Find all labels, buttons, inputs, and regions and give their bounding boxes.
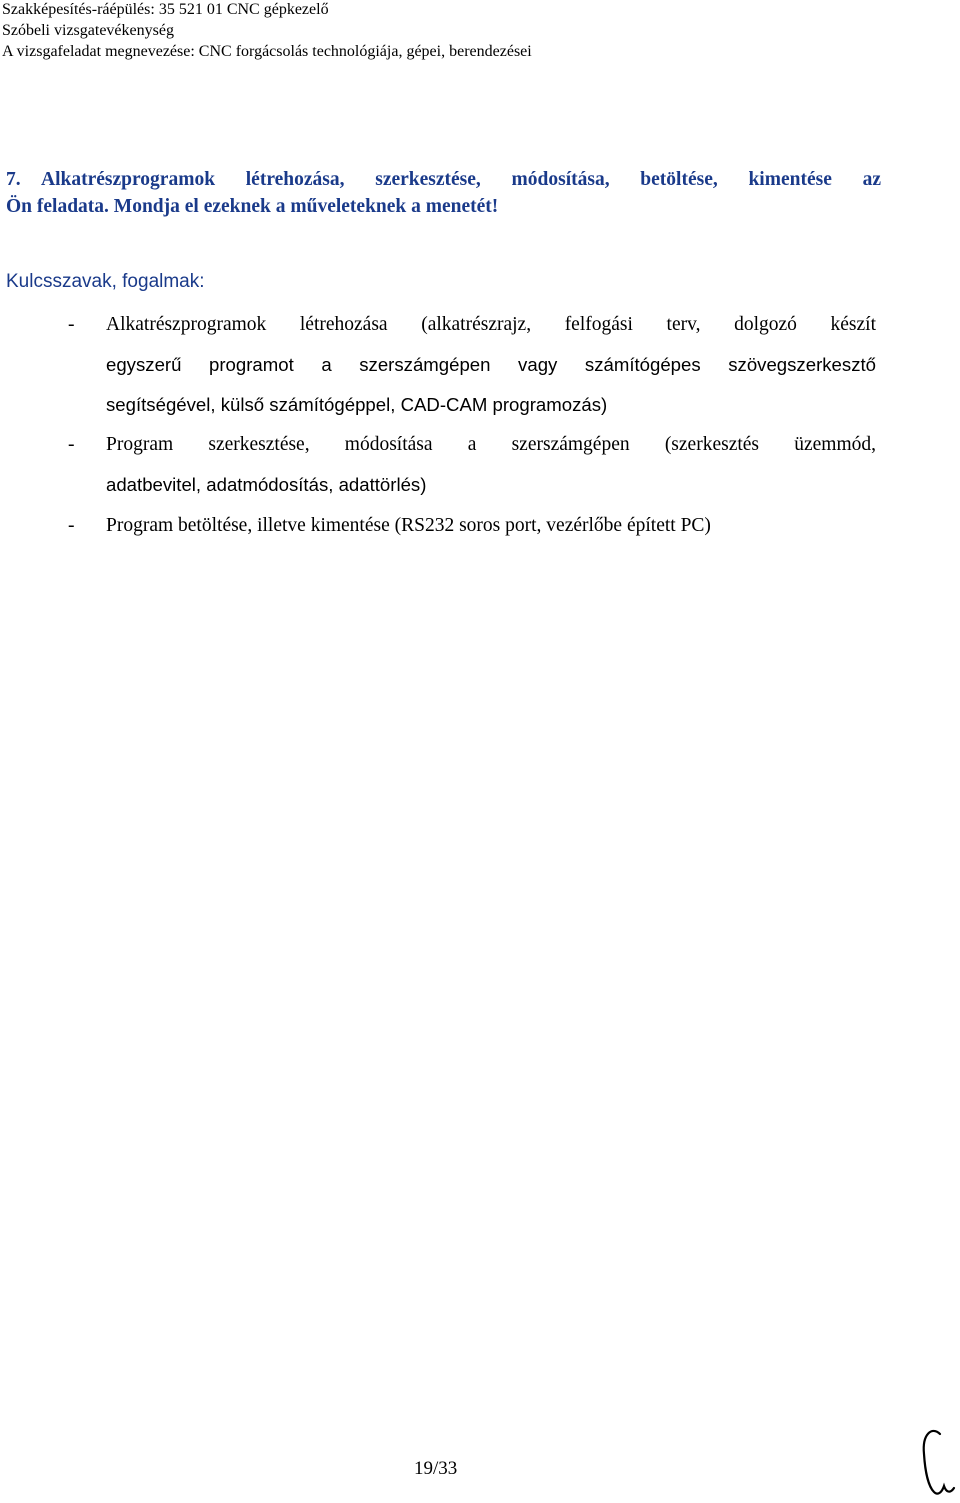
- bullet-2-line-2: adatbevitel, adatmódosítás, adattörlés): [106, 474, 427, 495]
- bullet-dash: -: [68, 314, 75, 335]
- bullet-dash: -: [68, 434, 75, 455]
- bullet-1-line-1: Alkatrészprogramok létrehozása (alkatrészrajz, felfogási terv, dolgozó készít: [106, 314, 876, 335]
- keywords-title: Kulcsszavak, fogalmak:: [6, 271, 205, 292]
- bullet-dash: -: [68, 515, 75, 536]
- signature-mark: [918, 1420, 958, 1500]
- header-exam-type: Szóbeli vizsgatevékenység: [2, 22, 174, 39]
- header-task-name: A vizsgafeladat megnevezése: CNC forgácsolás technológiája, gépei, berendezései: [2, 43, 532, 60]
- bullet-1-line-3: segítségével, külső számítógéppel, CAD-CAM programozás): [106, 394, 608, 415]
- question-line-2: Ön feladata. Mondja el ezeknek a műveleteknek a menetét!: [6, 196, 499, 217]
- bullet-2-line-1: Program szerkesztése, módosítása a szerszámgépen (szerkesztés üzemmód,: [106, 434, 876, 455]
- header-qualification: Szakképesítés-ráépülés: 35 521 01 CNC gépkezelő: [2, 1, 329, 18]
- question-number: 7.: [6, 169, 21, 190]
- question-line-1: Alkatrészprogramok létrehozása, szerkesztése, módosítása, betöltése, kimentése az: [41, 169, 881, 190]
- bullet-1-line-2: egyszerű programot a szerszámgépen vagy számítógépes szövegszerkesztő: [106, 354, 876, 375]
- page-number: 19/33: [414, 1458, 458, 1479]
- bullet-3-line-1: Program betöltése, illetve kimentése (RS232 soros port, vezérlőbe épített PC): [106, 515, 711, 536]
